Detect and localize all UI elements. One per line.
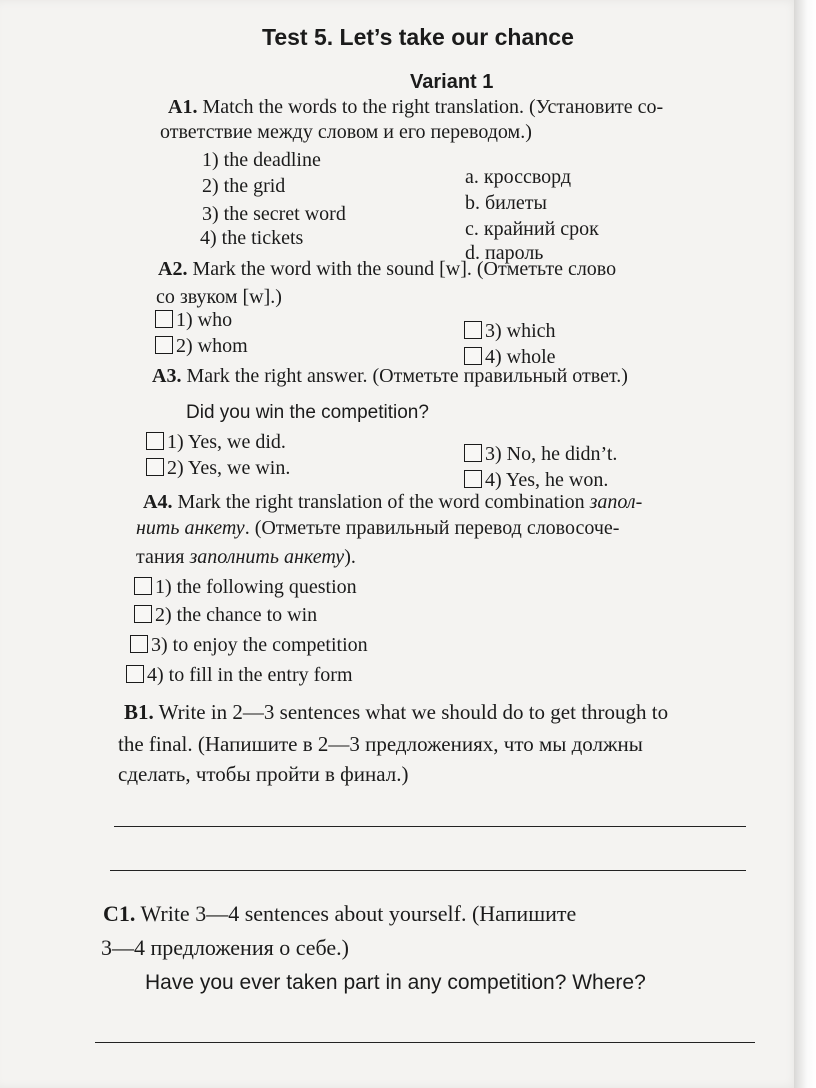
checkbox[interactable] [155,310,173,328]
checkbox[interactable] [146,458,164,476]
a1-word-3: 3) the secret word [202,203,346,225]
a4-option-2[interactable]: 2) the chance to win [134,604,317,627]
checkbox[interactable] [464,347,482,365]
a2-option-1[interactable]: 1) who [155,309,232,332]
b1-answer-line-1[interactable] [114,826,746,827]
a4-number: A4. [143,491,173,513]
a2-instruction-line-2: со звуком [w].) [156,286,282,308]
a1-translation-c: c. крайний срок [465,218,599,240]
a3-instruction: A3. Mark the right answer. (Отметьте правильный ответ.) [152,365,628,387]
a3-question: Did you win the competition? [186,402,429,423]
a3-option-3[interactable]: 3) No, he didn’t. [464,443,617,466]
checkbox[interactable] [130,635,148,653]
a1-translation-d: d. пароль [465,242,544,264]
a1-translation-b: b. билеты [465,192,547,214]
checkbox[interactable] [134,577,152,595]
variant-heading: Variant 1 [410,71,494,93]
b1-instruction-line-3: сделать, чтобы пройти в финал.) [118,762,409,786]
a1-word-1: 1) the deadline [202,149,321,171]
a4-option-1[interactable]: 1) the following question [134,576,357,599]
a4-instruction-line-1: A4. Mark the right translation of the word combination запол- [143,491,643,513]
a1-word-4: 4) the tickets [200,227,304,249]
checkbox[interactable] [126,665,144,683]
checkbox[interactable] [464,444,482,462]
b1-instruction-line-2: the final. (Напишите в 2—3 предложениях, что мы должны [118,732,643,756]
checkbox[interactable] [464,321,482,339]
a3-option-4[interactable]: 4) Yes, he won. [464,469,608,492]
a4-instruction-line-3: тания заполнить анкету). [136,546,356,568]
checkbox[interactable] [146,432,164,450]
c1-instruction-line-2: 3—4 предложения о себе.) [101,935,350,960]
a2-option-2[interactable]: 2) whom [155,335,248,358]
a4-option-4[interactable]: 4) to fill in the entry form [126,664,353,687]
a1-word-2: 2) the grid [202,175,286,197]
a3-option-2[interactable]: 2) Yes, we win. [146,457,290,480]
a2-instruction-line-1: A2. Mark the word with the sound [w]. (Отметьте слово [158,258,617,280]
a3-option-1[interactable]: 1) Yes, we did. [146,431,286,454]
c1-instruction-line-1: C1. Write 3—4 sentences about yourself. (Напишите [103,901,577,926]
a1-instruction-line-2: ответствие между словом и его переводом.) [160,121,532,143]
a2-option-3[interactable]: 3) which [464,320,556,343]
a2-option-4[interactable]: 4) whole [464,346,556,369]
a4-instruction-line-2: нить анкету. (Отметьте правильный перевод словосоче- [136,517,620,539]
a4-option-3[interactable]: 3) to enjoy the competition [130,634,368,657]
book-gutter [794,0,816,1088]
a1-number: A1. [168,96,198,118]
checkbox[interactable] [464,470,482,488]
a1-translation-a: a. кроссворд [465,166,572,188]
c1-answer-line[interactable] [95,1042,755,1043]
c1-number: C1. [103,901,136,926]
test-title: Test 5. Let’s take our chance [262,24,574,50]
b1-instruction-line-1: B1. Write in 2—3 sentences what we should do to get through to [124,700,669,724]
a1-instruction-line-1: A1. Match the words to the right translation. (Установите со- [168,96,664,118]
c1-question: Have you ever taken part in any competition? Where? [145,971,646,994]
b1-answer-line-2[interactable] [110,870,746,871]
a2-number: A2. [158,258,188,280]
checkbox[interactable] [134,605,152,623]
checkbox[interactable] [155,336,173,354]
b1-number: B1. [124,700,154,724]
a3-number: A3. [152,365,182,387]
